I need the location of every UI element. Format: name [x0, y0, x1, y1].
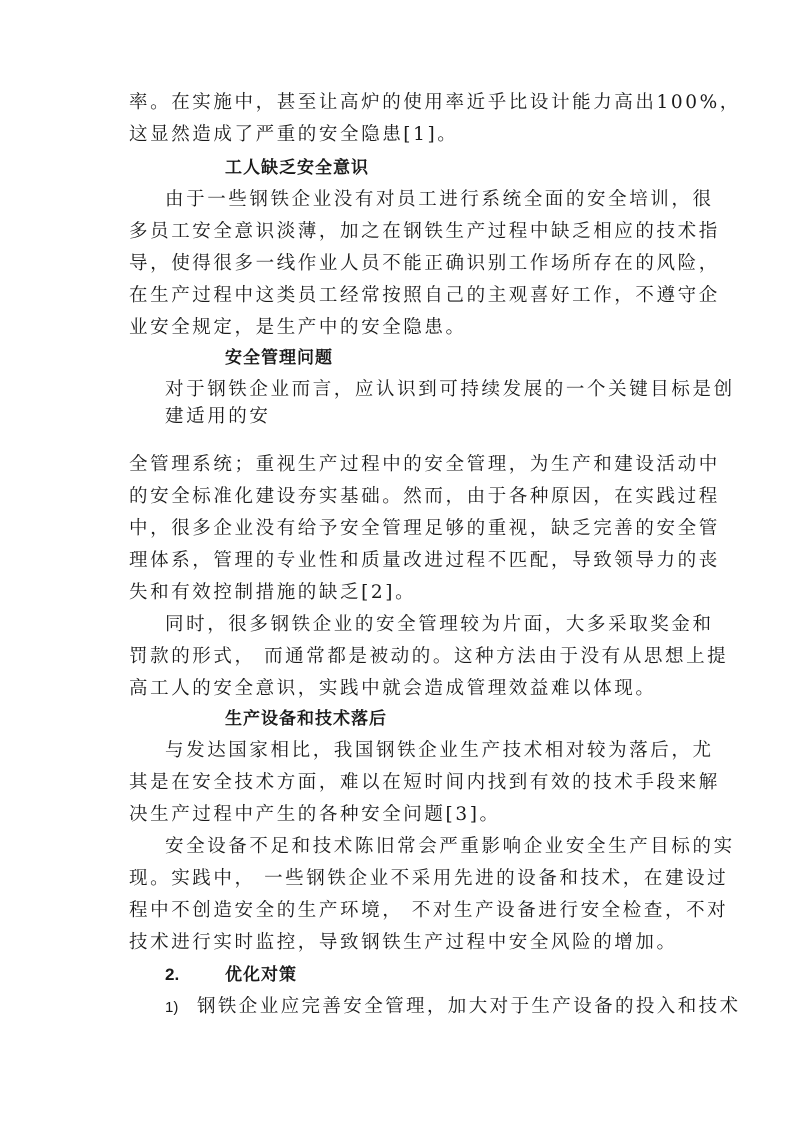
paragraph-line: 这显然造成了严重的安全隐患[1]。: [129, 124, 459, 145]
paragraph-line: 安全设备不足和技术陈旧常会严重影响企业安全生产目标的实: [165, 836, 735, 857]
section-heading-worker-awareness: 工人缺乏安全意识: [225, 158, 369, 178]
paragraph-line: 同时，很多钢铁企业的安全管理较为片面，大多采取奖金和: [165, 614, 714, 635]
list-item-text: 钢铁企业应完善安全管理，加大对于生产设备的投入和技术: [197, 996, 741, 1017]
paragraph-line: 在生产过程中这类员工经常按照自己的主观喜好工作，不遵守企: [129, 285, 720, 306]
paragraph-line: 业安全规定，是生产中的安全隐患。: [129, 317, 467, 338]
paragraph-line: 的安全标准化建设夯实基础。然而，由于各种原因，在实践过程: [129, 486, 720, 507]
list-marker: 1): [165, 999, 179, 1016]
paragraph-line: 率。在实施中，甚至让高炉的使用率近乎比设计能力高出100%，: [129, 92, 741, 113]
paragraph-line: 多员工安全意识淡薄，加之在钢铁生产过程中缺乏相应的技术指: [129, 221, 720, 242]
paragraph-line: 高工人的安全意识，实践中就会造成管理效益难以体现。: [129, 678, 657, 699]
paragraph-line: 失和有效控制措施的缺乏[2]。: [129, 582, 417, 603]
paragraph-line: 中，很多企业没有给予安全管理足够的重视，缺乏完善的安全管: [129, 518, 720, 539]
section-heading-safety-management: 安全管理问题: [225, 348, 333, 368]
paragraph-line: 建适用的安: [165, 406, 271, 427]
paragraph-line: 现。实践中， 一些钢铁企业不采用先进的设备和技术，在建设过: [129, 868, 729, 889]
paragraph-line: 导，使得很多一线作业人员不能正确识别工作场所存在的风险，: [129, 253, 720, 274]
paragraph-line: 与发达国家相比，我国钢铁企业生产技术相对较为落后，尤: [165, 740, 714, 761]
paragraph-line: 决生产过程中产生的各种安全问题[3]。: [129, 804, 501, 825]
paragraph-line: 罚款的形式， 而通常都是被动的。这种方法由于没有从思想上提: [129, 646, 729, 667]
section-heading-optimization: 优化对策: [225, 965, 297, 985]
paragraph-line: 技术进行实时监控，导致钢铁生产过程中安全风险的增加。: [129, 932, 678, 953]
paragraph-line: 其是在安全技术方面，难以在短时间内找到有效的技术手段来解: [129, 772, 720, 793]
paragraph-line: 理体系，管理的专业性和质量改进过程不匹配，导致领导力的丧: [129, 550, 720, 571]
paragraph-line: 对于钢铁企业而言，应认识到可持续发展的一个关键目标是创: [165, 379, 735, 400]
paragraph-line: 程中不创造安全的生产环境， 不对生产设备进行安全检查，不对: [129, 900, 729, 921]
paragraph-line: 全管理系统；重视生产过程中的安全管理，为生产和建设活动中: [129, 454, 720, 475]
section-number: 2.: [165, 965, 180, 984]
paragraph-line: 由于一些钢铁企业没有对员工进行系统全面的安全培训，很: [165, 189, 714, 210]
section-heading-equipment-technology: 生产设备和技术落后: [225, 709, 387, 729]
